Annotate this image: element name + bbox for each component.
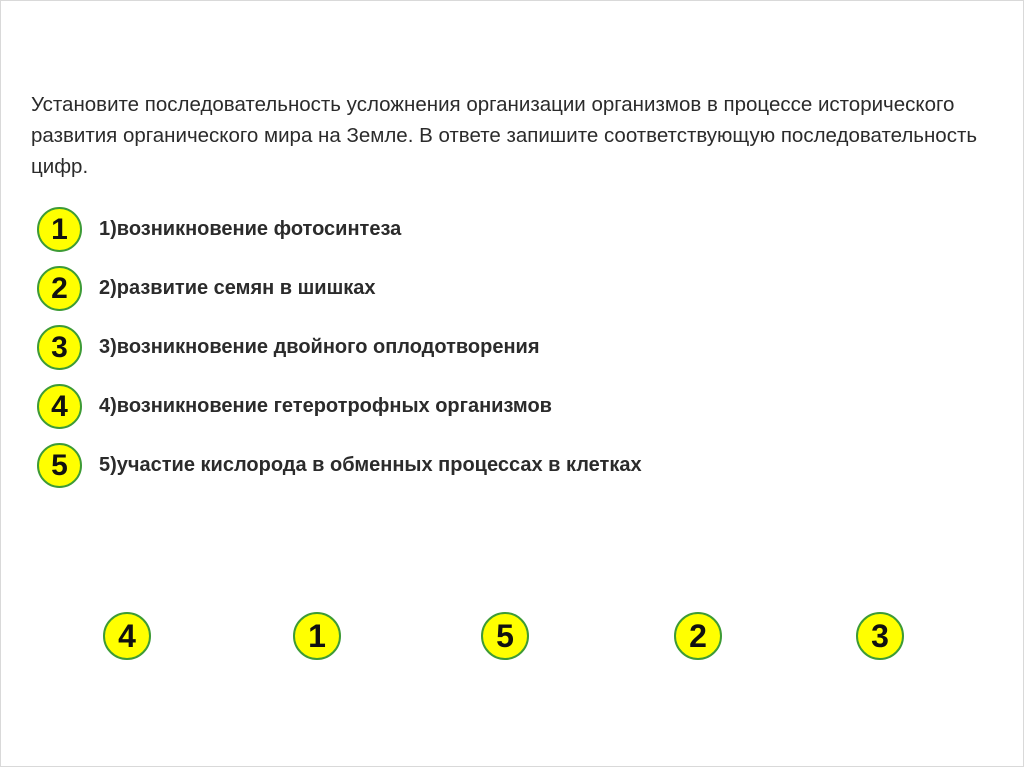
option-text: 2)развитие семян в шишках — [99, 277, 376, 299]
answer-badge: 5 — [481, 612, 529, 660]
answer-badge: 1 — [293, 612, 341, 660]
number-badge: 1 — [37, 207, 82, 252]
answer-badge: 3 — [856, 612, 904, 660]
number-badge: 3 — [37, 325, 82, 370]
option-text: 3)возникновение двойного оплодотворения — [99, 336, 540, 358]
answer-badge: 4 — [103, 612, 151, 660]
answer-sequence — [1, 612, 1024, 662]
answer-badge: 2 — [674, 612, 722, 660]
number-badge: 2 — [37, 266, 82, 311]
option-text: 5)участие кислорода в обменных процессах в клетках — [99, 454, 642, 476]
option-text: 4)возникновение гетеротрофных организмов — [99, 395, 552, 417]
task-text: Установите последовательность усложнения организации организмов в процессе исторического развития органического мира на Земле. В ответе запишите соответствующую последовательность цифр. — [31, 93, 978, 178]
option-text: 1)возникновение фотосинтеза — [99, 218, 402, 240]
number-badge: 4 — [37, 384, 82, 429]
number-badge: 5 — [37, 443, 82, 488]
